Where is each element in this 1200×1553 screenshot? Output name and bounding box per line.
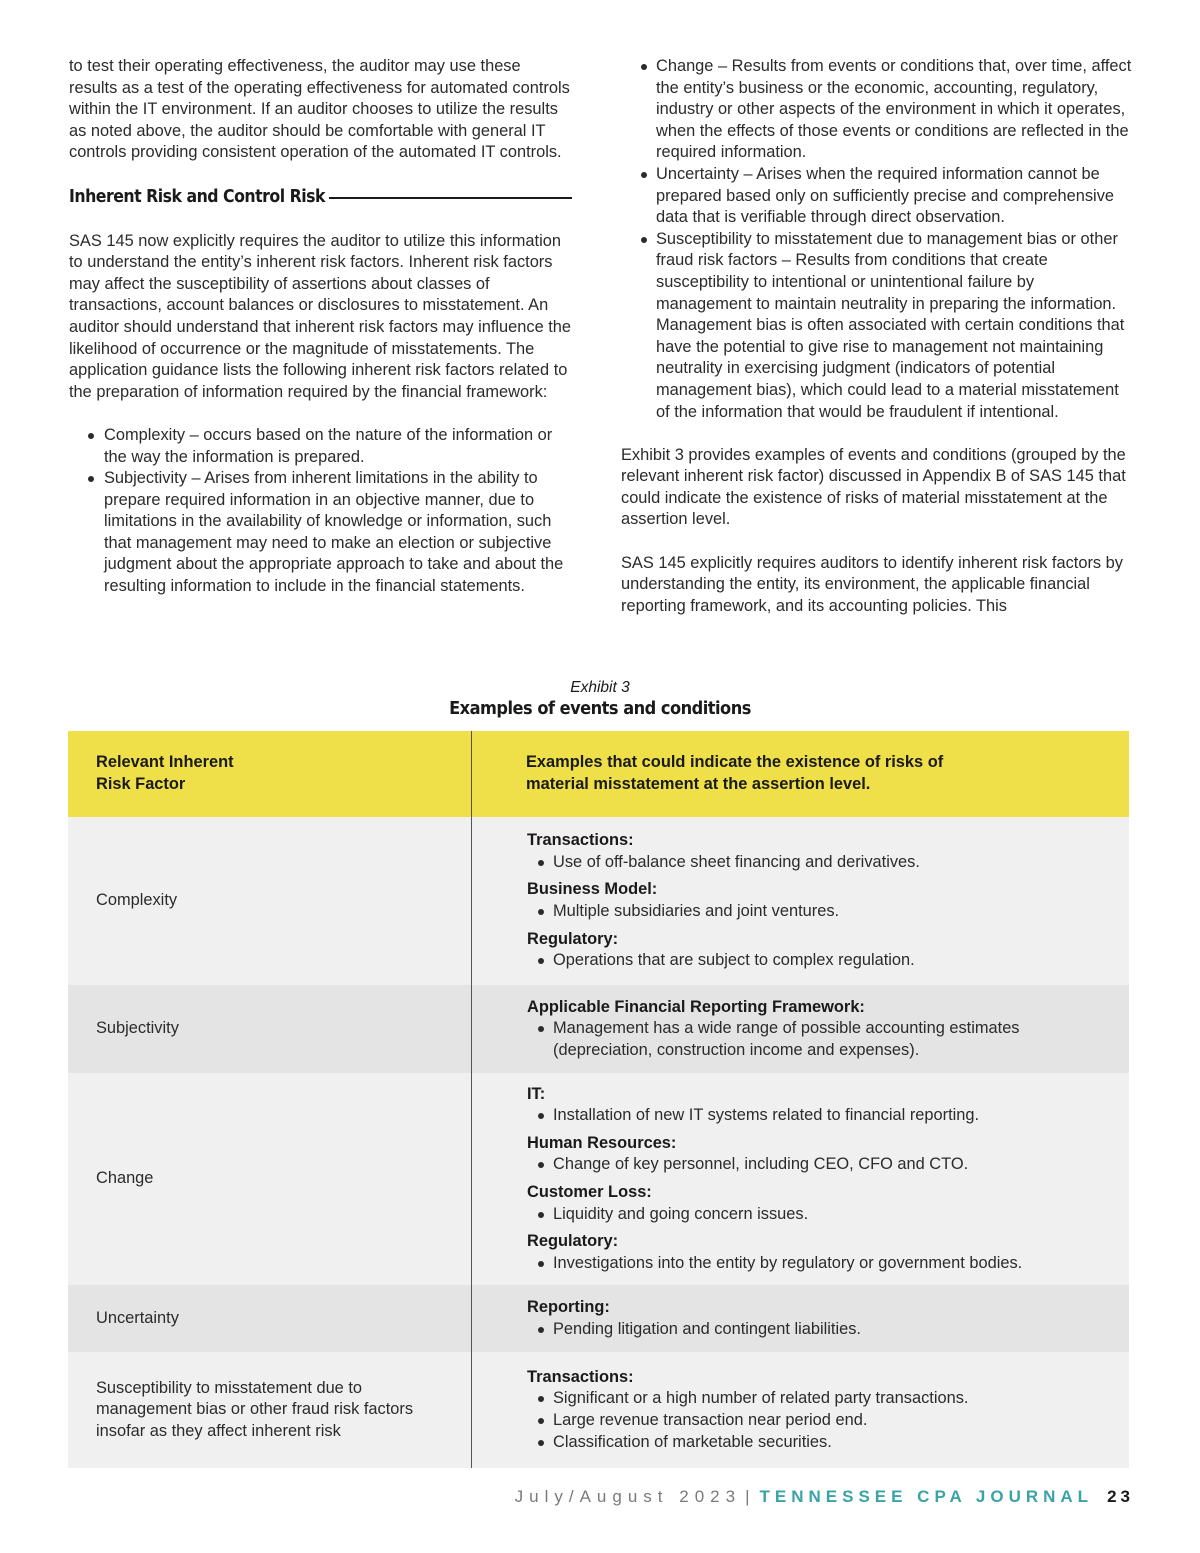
- factor-text: Complexity: [96, 891, 178, 910]
- example-group: [527, 830, 1129, 873]
- example-item: Pending litigation and contingent liabilities.: [527, 1319, 1129, 1341]
- exhibit-table: [68, 731, 1129, 1468]
- example-item: Management has a wide range of possible accounting estimates (depreciation, construction income and expenses).: [527, 1018, 1057, 1061]
- factor-cell: [68, 1285, 472, 1352]
- table-header-row: [68, 731, 1129, 817]
- example-group: [527, 1367, 1129, 1453]
- footer-separator: |: [745, 1487, 750, 1507]
- factor-cell: [68, 985, 472, 1073]
- left-bullet-list: [69, 425, 572, 598]
- group-label: Transactions:: [527, 1367, 634, 1386]
- example-group: [527, 1133, 1129, 1176]
- factor-cell: [68, 1073, 472, 1285]
- bullet-subjectivity: Subjectivity – Arises from inherent limitations in the ability to prepare required information in an objective manner, due to limitations in the availability of knowledge or information, such that management may need to make an election or subjective judgment about the appropriate approach to take and about the resulting information to include in the financial statements.: [69, 468, 572, 598]
- identify-factors-paragraph: SAS 145 explicitly requires auditors to identify inherent risk factors by understanding the entity, its environment, the applicable financial reporting framework, and its accounting policies. This: [621, 553, 1123, 615]
- example-item: Investigations into the entity by regulatory or government bodies.: [527, 1253, 1129, 1275]
- example-group: [527, 879, 1129, 922]
- footer-page-number: 23: [1107, 1487, 1134, 1507]
- group-label: Regulatory:: [527, 929, 619, 948]
- exhibit-title: Examples of events and conditions: [449, 698, 751, 719]
- examples-cell: [472, 985, 1129, 1073]
- examples-cell: [472, 1352, 1129, 1468]
- section-heading-text: Inherent Risk and Control Risk: [69, 186, 325, 207]
- right-column: [621, 56, 1133, 617]
- example-group: [527, 1084, 1129, 1127]
- example-item: Large revenue transaction near period end.: [527, 1410, 1129, 1432]
- group-label: Transactions:: [527, 831, 634, 850]
- example-item: Use of off-balance sheet financing and derivatives.: [527, 852, 1129, 874]
- example-group: [527, 997, 1129, 1062]
- factor-text: Uncertainty: [96, 1308, 179, 1327]
- group-label: Customer Loss:: [527, 1183, 652, 1201]
- factor-cell: [68, 817, 472, 985]
- table-row-change: [68, 1073, 1129, 1285]
- intro-paragraph: to test their operating effectiveness, the auditor may use these results as a test of the operating effectiveness for automated controls within the IT environment. If an auditor chooses to utilize the results as noted above, the auditor should be comfortable with general IT controls providing consistent operation of the automated IT controls.: [69, 57, 570, 162]
- example-item: Classification of marketable securities.: [527, 1432, 1129, 1454]
- factor-cell: [68, 1352, 472, 1468]
- header-cell-factor: [68, 731, 472, 817]
- section-heading-rule: [329, 197, 572, 199]
- table-row-complexity: [68, 817, 1129, 985]
- example-group: [527, 1182, 1129, 1225]
- example-item: Significant or a high number of related party transactions.: [527, 1388, 1129, 1410]
- section-paragraph: SAS 145 now explicitly requires the auditor to utilize this information to understand the entity’s inherent risk factors. Inherent risk factors may affect the susceptibility of assertions about classes of transactions, account balances or disclosures to misstatement. An auditor should understand that inherent risk factors may influence the likelihood of occurrence or the magnitude of misstatements. The application guidance lists the following inherent risk factors related to the preparation of information required by the financial framework:: [69, 231, 572, 401]
- header-factor-text: Relevant Inherent Risk Factor: [96, 753, 234, 793]
- factor-text: Subjectivity: [96, 1019, 179, 1038]
- factor-text: Susceptibility to misstatement due to management bias or other fraud risk factors insofar as they affect inherent risk: [96, 1378, 414, 1440]
- example-item: Installation of new IT systems related to financial reporting.: [527, 1105, 1129, 1127]
- group-label: IT:: [527, 1084, 546, 1103]
- example-group: [527, 1231, 1129, 1274]
- example-item: Multiple subsidiaries and joint ventures.: [527, 901, 1129, 923]
- section-heading: [69, 187, 572, 209]
- group-label: Reporting:: [527, 1297, 610, 1316]
- examples-cell: [472, 1073, 1129, 1285]
- header-cell-examples: [472, 731, 1129, 817]
- bullet-complexity: Complexity – occurs based on the nature of the information or the way the information is prepared.: [69, 425, 572, 468]
- exhibit-label: Exhibit 3: [570, 679, 630, 696]
- bullet-susceptibility: Susceptibility to misstatement due to management bias or other fraud risk factors – Results from conditions that create susceptibility to intentional or unintentional failure by management to maintain neutrality in preparing the information. Management bias is often associated with certain conditions that have the potential to give rise to management not maintaining neutrality in exercising judgment (indicators of potential management bias), which could lead to a material misstatement of the information that would be fraudulent if intentional.: [621, 229, 1133, 423]
- example-group: [527, 1297, 1129, 1340]
- left-column: [69, 56, 572, 598]
- header-examples-text: Examples that could indicate the existence of risks of material misstatement at the assertion level.: [526, 753, 944, 793]
- group-label: Business Model:: [527, 880, 658, 899]
- example-group: [527, 929, 1129, 972]
- right-bullet-list: [621, 56, 1133, 423]
- group-label: Applicable Financial Reporting Framework:: [527, 997, 865, 1016]
- table-row-subjectivity: [68, 985, 1129, 1073]
- footer-issue: July/August 2023: [514, 1487, 742, 1507]
- bullet-uncertainty: Uncertainty – Arises when the required information cannot be prepared based only on sufficiently precise and comprehensive data that is verifiable through direct observation.: [621, 164, 1133, 229]
- group-label: Regulatory:: [527, 1232, 619, 1251]
- footer-journal-name: TENNESSEE CPA JOURNAL: [759, 1487, 1094, 1507]
- examples-cell: [472, 1285, 1129, 1352]
- exhibit-intro-paragraph: Exhibit 3 provides examples of events and conditions (grouped by the relevant inherent risk factor) discussed in Appendix B of SAS 145 that could indicate the existence of risks of material misstatement at the assertion level.: [621, 445, 1126, 529]
- factor-text: Change: [96, 1169, 154, 1188]
- example-item: Liquidity and going concern issues.: [527, 1204, 1129, 1226]
- page-footer: [515, 1486, 1134, 1508]
- example-item: Operations that are subject to complex regulation.: [527, 950, 1129, 972]
- example-item: Change of key personnel, including CEO, CFO and CTO.: [527, 1154, 1129, 1176]
- table-row-susceptibility: [68, 1352, 1129, 1468]
- examples-cell: [472, 817, 1129, 985]
- group-label: Human Resources:: [527, 1133, 677, 1152]
- bullet-change: Change – Results from events or conditions that, over time, affect the entity’s business or the economic, accounting, regulatory, industry or other aspects of the environment in which it operates, when the effects of those events or conditions are reflected in the required information.: [621, 56, 1133, 164]
- table-row-uncertainty: [68, 1285, 1129, 1352]
